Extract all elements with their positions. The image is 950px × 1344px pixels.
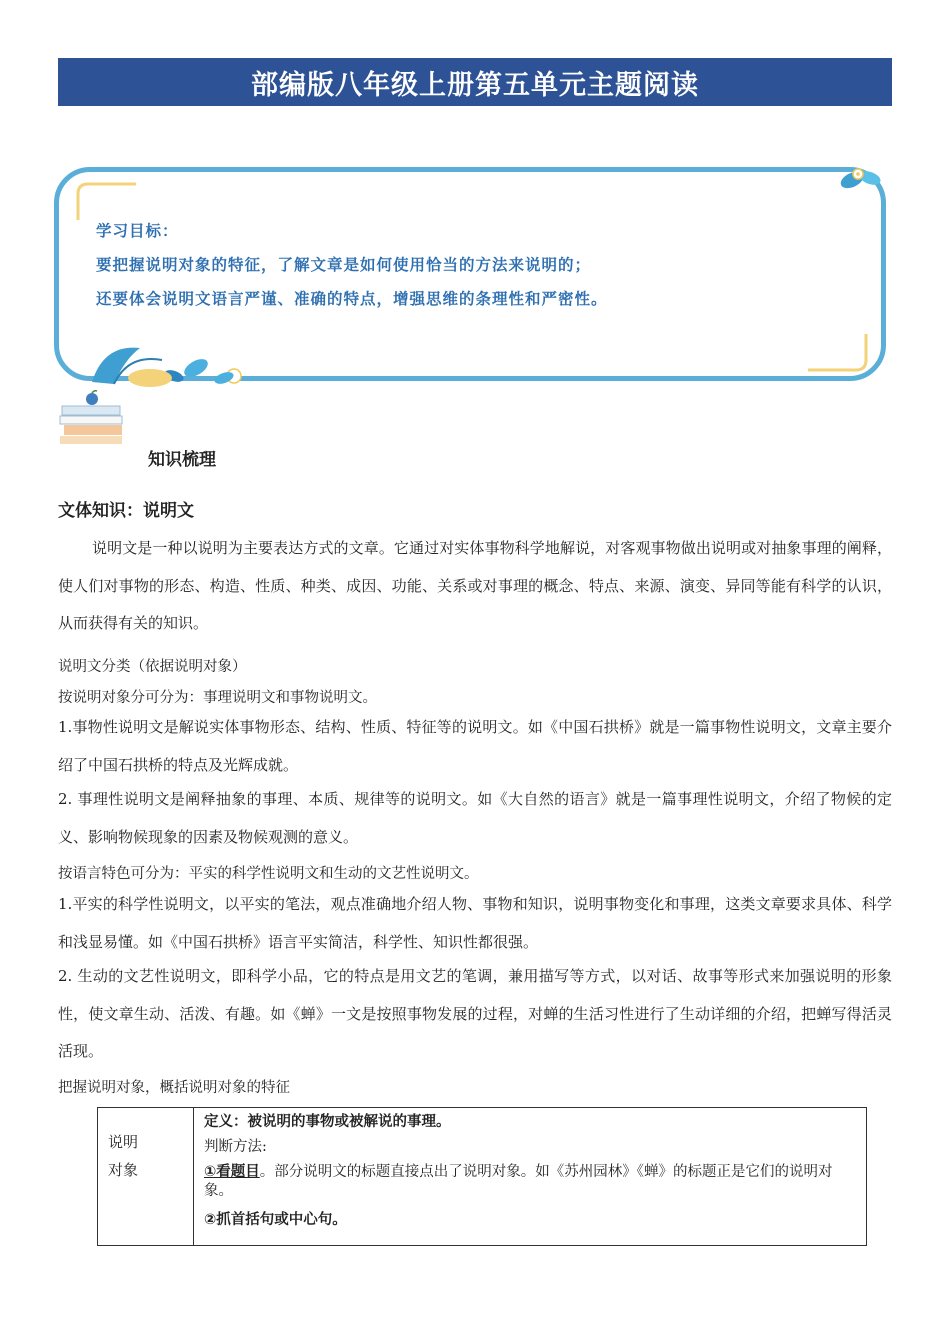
- page-title-banner: [58, 58, 892, 106]
- classification-title: 说明文分类（依据说明对象）: [58, 659, 247, 675]
- umbrella-leaves-icon: [84, 338, 254, 390]
- table-left-label-line: 说明: [108, 1133, 139, 1151]
- method-label: 判断方法:: [204, 1139, 267, 1155]
- table-left-cell: [98, 1108, 194, 1246]
- learning-goal-item: 还要体会说明文语言严谨、准确的特点，增强思维的条理性和严密性。: [96, 289, 608, 308]
- method-point-2: ②抓首括句或中心句。: [204, 1212, 347, 1228]
- table-left-label-line: 对象: [108, 1161, 139, 1179]
- intro-paragraph: 说明文是一种以说明为主要表达方式的文章。它通过对实体事物科学地解说，对客观事物做出说明或对抽象事理的阐释，使人们对事物的形态、构造、性质、种类、成因、功能、关系或对事理的概念、特点、来源、演变、异同等能有科学的认识，从而获得有关的知识。: [58, 539, 892, 632]
- by-language-title: 按语言特色可分为：平实的科学性说明文和生动的文艺性说明文。: [58, 866, 479, 882]
- genre-heading: 文体知识：说明文: [58, 501, 194, 521]
- by-language-item: 1.平实的科学性说明文，以平实的笔法，观点准确地介绍人物、事物和知识，说明事物变化和事理，这类文章要求具体、科学和浅显易懂。如《中国石拱桥》语言平实简洁，科学性、知识性都很强。: [58, 895, 892, 951]
- definition-text: 定义：被说明的事物或被解说的事理。: [204, 1114, 451, 1130]
- by-object-title: 按说明对象分可分为：事理说明文和事物说明文。: [58, 690, 377, 706]
- books-icon: [58, 390, 124, 446]
- method-point-1: [204, 1163, 856, 1201]
- object-table: [97, 1107, 867, 1246]
- table-right-cell: [194, 1108, 867, 1246]
- object-title: 把握说明对象，概括说明对象的特征: [58, 1080, 290, 1096]
- learning-goal-item: 要把握说明对象的特征，了解文章是如何使用恰当的方法来说明的；: [96, 255, 592, 274]
- page-title: 部编版八年级上册第五单元主题阅读: [251, 69, 699, 101]
- by-object-item: 1.事物性说明文是解说实体事物形态、结构、性质、特征等的说明文。如《中国石拱桥》就是一篇事物性说明文，文章主要介绍了中国石拱桥的特点及光辉成就。: [58, 718, 892, 774]
- by-object-item: 2. 事理性说明文是阐释抽象的事理、本质、规律等的说明文。如《大自然的语言》就是一篇事理性说明文，介绍了物候的定义、影响物候现象的因素及物候观测的意义。: [58, 790, 892, 846]
- method-point-1-lead: ①看题目: [204, 1164, 260, 1180]
- leaf-flower-icon-top-right: [836, 160, 886, 198]
- method-point-1-text: 。部分说明文的标题直接点出了说明对象。如《苏州园林》《蝉》的标题正是它们的说明对象。: [204, 1164, 833, 1199]
- section-heading: 知识梳理: [148, 450, 216, 470]
- corner-bracket-bottom-right: [806, 332, 870, 374]
- learning-goals: [96, 214, 608, 316]
- learning-goals-heading: 学习目标：: [96, 221, 179, 240]
- by-language-item: 2. 生动的文艺性说明文，即科学小品，它的特点是用文艺的笔调，兼用描写等方式，以对话、故事等形式来加强说明的形象性，使文章生动、活泼、有趣。如《蝉》一文是按照事物发展的过程，对蝉的生活习性进行了生动详细的介绍，把蝉写得活灵活现。: [58, 967, 892, 1060]
